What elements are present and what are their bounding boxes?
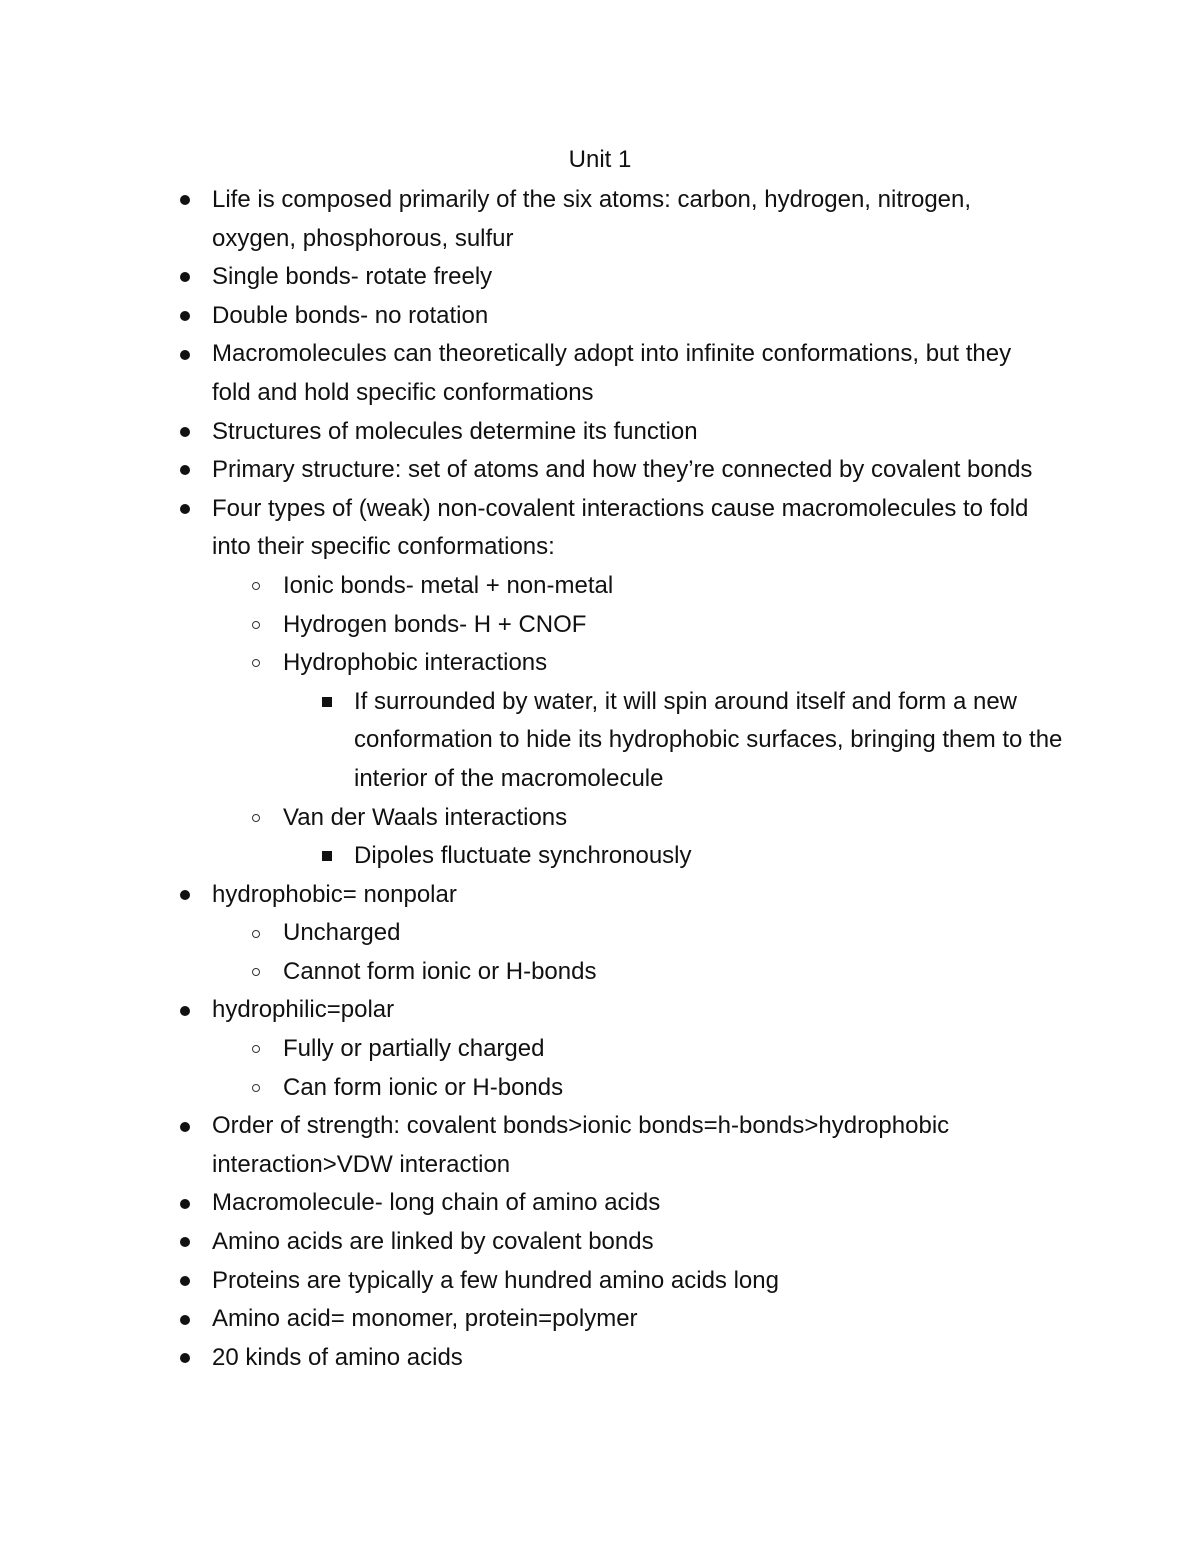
- list-item: [0, 1107, 1042, 1184]
- sub-list-item: [0, 953, 1043, 992]
- list-item: [0, 451, 1042, 490]
- bullet-dot-icon: [174, 258, 196, 297]
- list-item-text: Ionic bonds- metal + non-metal: [283, 571, 614, 599]
- sub-list-item: [0, 606, 1043, 645]
- bullet-dot-icon: [174, 1300, 196, 1339]
- list-item-text: Hydrophobic interactions: [283, 649, 548, 677]
- list-item: [0, 258, 1042, 297]
- list-item-text: Dipoles fluctuate synchronously: [354, 842, 692, 870]
- bullet-dot-icon: [174, 490, 196, 529]
- bullet-dot-icon: [174, 1262, 196, 1301]
- bullet-dot-icon: [174, 413, 196, 452]
- sub-sub-list-item: [0, 683, 1074, 799]
- list-item: [0, 413, 1042, 452]
- bullet-circle-icon: [245, 1069, 267, 1108]
- bullet-dot-icon: [174, 1223, 196, 1262]
- list-item-text: Uncharged: [283, 919, 401, 947]
- bullet-circle-icon: [245, 644, 267, 683]
- list-item: [0, 490, 1042, 567]
- list-item: [0, 181, 1042, 258]
- sub-list-item: [0, 644, 1043, 683]
- bullet-dot-icon: [174, 1107, 196, 1146]
- list-item: [0, 297, 1042, 336]
- bullet-square-icon: [316, 837, 338, 876]
- list-item-text: Primary structure: set of atoms and how they’re connected by covalent bonds: [212, 456, 1033, 484]
- sub-list-item: [0, 567, 1043, 606]
- bullet-dot-icon: [174, 1339, 196, 1378]
- bullet-circle-icon: [245, 606, 267, 645]
- list-item: [0, 1339, 1042, 1378]
- sub-list-item: [0, 799, 1043, 838]
- bullet-dot-icon: [174, 451, 196, 490]
- list-item-text: If surrounded by water, it will spin around itself and form a new conformation to hide its hydrophobic surfaces, bringing them to the interior of the macromolecule: [354, 687, 1063, 792]
- list-item: [0, 1223, 1042, 1262]
- list-item-text: Life is composed primarily of the six atoms: carbon, hydrogen, nitrogen, oxygen, phosphorous, sulfur: [212, 186, 972, 252]
- list-item-text: Can form ionic or H-bonds: [283, 1073, 564, 1101]
- list-item-text: Hydrogen bonds- H + CNOF: [283, 610, 587, 638]
- list-item-text: Single bonds- rotate freely: [212, 263, 493, 291]
- list-item: [0, 1184, 1042, 1223]
- list-item-text: Van der Waals interactions: [283, 803, 568, 831]
- bullet-dot-icon: [174, 991, 196, 1030]
- sub-sub-list-item: [0, 837, 1074, 876]
- bullet-dot-icon: [174, 297, 196, 336]
- bullet-circle-icon: [245, 799, 267, 838]
- bullet-dot-icon: [174, 335, 196, 374]
- bullet-list: [0, 181, 1200, 1377]
- list-item: [0, 335, 1042, 412]
- sub-list-item: [0, 1030, 1043, 1069]
- list-item-text: Order of strength: covalent bonds>ionic bonds=h-bonds>hydrophobic interaction>VDW interaction: [212, 1112, 950, 1178]
- list-item: [0, 1300, 1042, 1339]
- list-item-text: hydrophobic= nonpolar: [212, 880, 457, 908]
- list-item-text: 20 kinds of amino acids: [212, 1343, 463, 1371]
- list-item: [0, 1262, 1042, 1301]
- sub-list-item: [0, 1069, 1043, 1108]
- list-item-text: hydrophilic=polar: [212, 996, 395, 1024]
- page-title: Unit 1: [568, 146, 632, 173]
- bullet-circle-icon: [245, 1030, 267, 1069]
- bullet-circle-icon: [245, 914, 267, 953]
- list-item: [0, 991, 1042, 1030]
- list-item-text: Macromolecules can theoretically adopt into infinite conformations, but they fold and hold specific conformations: [212, 340, 1012, 406]
- bullet-dot-icon: [174, 181, 196, 220]
- bullet-circle-icon: [245, 567, 267, 606]
- list-item-text: Double bonds- no rotation: [212, 301, 489, 329]
- bullet-dot-icon: [174, 1184, 196, 1223]
- list-item-text: Four types of (weak) non-covalent interactions cause macromolecules to fold into their specific conformations:: [212, 494, 1029, 561]
- bullet-dot-icon: [174, 876, 196, 915]
- list-item: [0, 876, 1042, 915]
- list-item-text: Fully or partially charged: [283, 1035, 545, 1063]
- list-item-text: Amino acids are linked by covalent bonds: [212, 1228, 654, 1256]
- list-item-text: Cannot form ionic or H-bonds: [283, 957, 597, 985]
- list-item-text: Proteins are typically a few hundred amino acids long: [212, 1266, 779, 1294]
- sub-list-item: [0, 914, 1043, 953]
- bullet-square-icon: [316, 683, 338, 722]
- list-item-text: Macromolecule- long chain of amino acids: [212, 1189, 661, 1217]
- list-item-text: Structures of molecules determine its function: [212, 417, 698, 445]
- list-item-text: Amino acid= monomer, protein=polymer: [212, 1305, 638, 1333]
- bullet-circle-icon: [245, 953, 267, 992]
